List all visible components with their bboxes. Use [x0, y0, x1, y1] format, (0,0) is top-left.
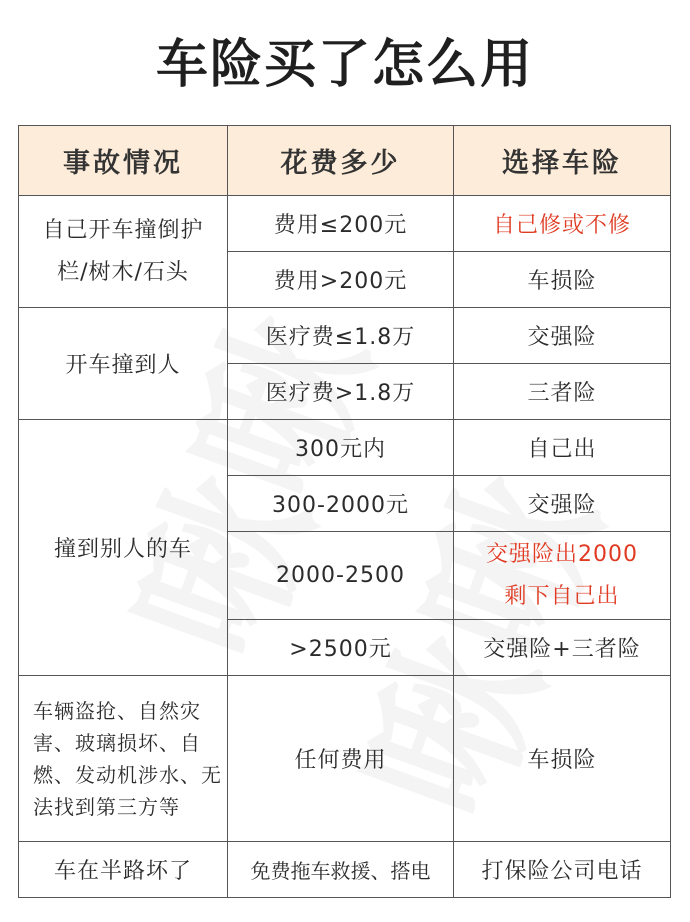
cost-cell: 任何费用	[228, 676, 454, 842]
situation-cell: 车辆盗抢、自然灾害、玻璃损坏、自燃、发动机涉水、无法找到第三方等	[19, 676, 228, 842]
cost-cell: 费用>200元	[228, 252, 454, 308]
cost-cell: 2000-2500	[228, 532, 454, 620]
situation-cell: 开车撞到人	[19, 308, 228, 420]
table-row	[19, 308, 671, 364]
insurance-table	[18, 125, 671, 898]
table-row	[19, 420, 671, 476]
choice-cell: 交强险出2000剩下自己出	[454, 532, 671, 620]
cost-cell: >2500元	[228, 620, 454, 676]
header-choice: 选择车险	[454, 126, 671, 196]
header-row	[19, 126, 671, 196]
cost-cell: 医疗费>1.8万	[228, 364, 454, 420]
table-row	[19, 196, 671, 252]
choice-cell: 自己修或不修	[454, 196, 671, 252]
page-title: 车险买了怎么用	[155, 35, 534, 95]
choice-cell: 交强险	[454, 476, 671, 532]
table-row	[19, 676, 671, 842]
situation-cell: 撞到别人的车	[19, 420, 228, 676]
choice-cell: 车损险	[454, 676, 671, 842]
choice-cell: 自己出	[454, 420, 671, 476]
situation-cell: 车在半路坏了	[19, 842, 228, 898]
choice-cell: 三者险	[454, 364, 671, 420]
cost-cell: 医疗费≤1.8万	[228, 308, 454, 364]
choice-cell: 交强险+三者险	[454, 620, 671, 676]
cost-cell: 费用≤200元	[228, 196, 454, 252]
header-situation: 事故情况	[19, 126, 228, 196]
situation-cell: 自己开车撞倒护栏/树木/石头	[19, 196, 228, 308]
cost-cell: 免费拖车救援、搭电	[228, 842, 454, 898]
choice-cell: 车损险	[454, 252, 671, 308]
choice-cell: 交强险	[454, 308, 671, 364]
cost-cell: 300元内	[228, 420, 454, 476]
header-cost: 花费多少	[228, 126, 454, 196]
choice-cell: 打保险公司电话	[454, 842, 671, 898]
cost-cell: 300-2000元	[228, 476, 454, 532]
table-row	[19, 842, 671, 898]
